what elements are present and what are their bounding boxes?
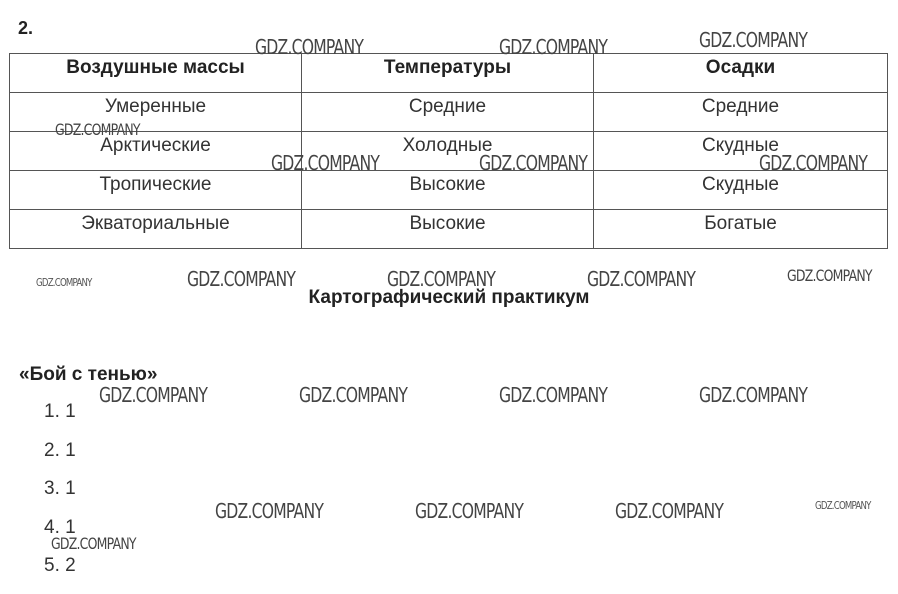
watermark: GDZ.COMPANY: [499, 383, 608, 407]
practicum-title: Картографический практикум: [308, 287, 590, 308]
watermark: GDZ.COMPANY: [36, 276, 92, 289]
watermark: GDZ.COMPANY: [99, 383, 208, 407]
table-cell: Холодные: [302, 132, 594, 171]
watermark: GDZ.COMPANY: [699, 28, 808, 52]
table-cell: Экваториальные: [10, 210, 302, 249]
air-masses-table: [9, 53, 888, 249]
header-temperatures: Температуры: [302, 54, 594, 93]
table-row: [10, 93, 888, 132]
watermark: GDZ.COMPANY: [499, 35, 608, 59]
table-cell: Высокие: [302, 171, 594, 210]
table-row: [10, 171, 888, 210]
header-precipitation: Осадки: [594, 54, 888, 93]
header-air-masses: Воздушные массы: [10, 54, 302, 93]
table-cell: Скудные: [594, 171, 888, 210]
watermark: GDZ.COMPANY: [255, 35, 364, 59]
table-cell: Тропические: [10, 171, 302, 210]
watermark: GDZ.COMPANY: [587, 267, 696, 291]
task-number: 2.: [18, 18, 34, 38]
watermark: GDZ.COMPANY: [759, 151, 868, 175]
table-cell: Арктические: [10, 132, 302, 171]
list-item: 3. 1: [44, 478, 76, 499]
table-row: [10, 210, 888, 249]
watermark: GDZ.COMPANY: [387, 267, 496, 291]
watermark: GDZ.COMPANY: [215, 499, 324, 523]
answers-list: [44, 401, 76, 594]
list-item: 2. 1: [44, 439, 76, 461]
table-cell: Высокие: [302, 210, 594, 249]
shadow-fight-title: «Бой с тенью»: [19, 364, 158, 385]
watermark: GDZ.COMPANY: [787, 266, 872, 285]
watermark: GDZ.COMPANY: [187, 267, 296, 291]
table-row: [10, 132, 888, 171]
table-cell: Богатые: [594, 210, 888, 249]
watermark: GDZ.COMPANY: [299, 383, 408, 407]
watermark: GDZ.COMPANY: [815, 499, 871, 512]
watermark: GDZ.COMPANY: [51, 534, 136, 553]
watermark: GDZ.COMPANY: [479, 151, 588, 175]
list-item: 4. 1: [44, 516, 76, 538]
table-cell: Умеренные: [10, 93, 302, 132]
list-item: 5. 2: [44, 555, 76, 576]
air-masses-table-wrapper: [9, 53, 887, 249]
watermark: GDZ.COMPANY: [271, 151, 380, 175]
watermark: GDZ.COMPANY: [55, 120, 140, 139]
table-cell: Скудные: [594, 132, 888, 171]
table-cell: Средние: [302, 93, 594, 132]
watermark: GDZ.COMPANY: [699, 383, 808, 407]
list-item: 1. 1: [44, 401, 76, 422]
watermark: GDZ.COMPANY: [615, 499, 724, 523]
table-cell: Средние: [594, 93, 888, 132]
table-header-row: [10, 54, 888, 93]
watermark: GDZ.COMPANY: [415, 499, 524, 523]
